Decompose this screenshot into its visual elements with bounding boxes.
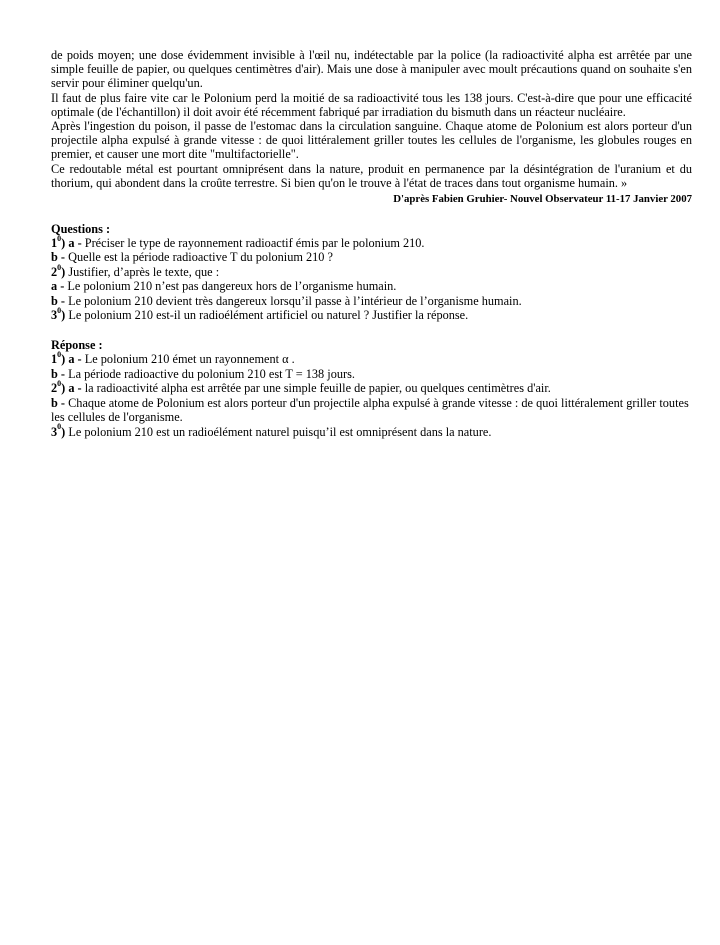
question-2b — [51, 294, 692, 308]
article-excerpt — [51, 48, 692, 206]
answer-1b — [51, 367, 692, 381]
answer-number: 1 — [51, 352, 58, 367]
article-paragraph: Il faut de plus faire vite car le Polonium perd la moitié de sa radioactivité tous les 138 jours. C'est-à-dire que pour une efficacité optimale (de l'échantillon) il doit avoir été récemment fabriqué par irradiation du bismuth dans un réacteur nucléaire. — [51, 90, 692, 119]
answer-text: Le polonium 210 est un radioélément naturel puisqu’il est omniprésent dans la nature. — [65, 424, 492, 439]
question-number-close: ) — [61, 264, 66, 279]
question-label: b - — [51, 250, 66, 265]
article-paragraph: de poids moyen; une dose évidemment invisible à l'œil nu, indétectable par la police (la radioactivité alpha est arrêtée par une simple feuille de papier, ou quelques centimètres d'air). Mais une dose à manipuler avec moult précautions quand on souhaite s'en servir pour éliminer quelqu'un. — [51, 48, 692, 91]
answer-number: 3 — [51, 424, 58, 439]
question-label: a - — [68, 236, 82, 251]
question-label: b - — [51, 293, 66, 308]
question-number-close: ) — [61, 236, 66, 251]
question-number-close: ) — [61, 308, 66, 323]
question-text: Le polonium 210 est-il un radioélément artificiel ou naturel ? Justifier la réponse. — [65, 308, 469, 323]
question-text: Justifier, d’après le texte, que : — [65, 264, 220, 279]
question-3 — [51, 305, 692, 323]
question-label: a - — [51, 279, 65, 294]
answer-number-close: ) — [61, 424, 66, 439]
answer-3 — [51, 422, 692, 439]
question-number: 1 — [51, 236, 58, 251]
answer-text: La période radioactive du polonium 210 est T = 138 jours. — [65, 366, 355, 381]
answer-2b — [51, 396, 692, 425]
question-number: 2 — [51, 264, 58, 279]
document-page — [51, 48, 692, 439]
article-paragraph: Ce redoutable métal est pourtant omniprésent dans la nature, produit en permanence par la désintégration de l'uranium et du thorium, qui abondent dans la croûte terrestre. Si bien qu'on le trouve à l'état de traces dans tout organisme humain. » — [51, 161, 692, 190]
answer-number-sup: 0 — [57, 350, 62, 360]
answer-label: b - — [51, 395, 66, 410]
answer-label: b - — [51, 366, 66, 381]
question-2 — [51, 262, 692, 279]
answer-text: Le polonium 210 émet un rayonnement α . — [81, 352, 295, 367]
question-number-sup: 0 — [57, 262, 62, 272]
answer-number: 2 — [51, 381, 58, 396]
article-paragraph: Après l'ingestion du poison, il passe de l'estomac dans la circulation sanguine. Chaque atome de Polonium est alors porteur d'un projectile alpha expulsé à grande vitesse : de quoi littéralement griller toutes les cellules de l'organisme, les globules rouges en premier, et causer une mort dite "multifactorielle". — [51, 119, 692, 162]
questions-section — [51, 222, 692, 322]
answer-number-sup: 0 — [57, 422, 62, 432]
answer-text: Chaque atome de Polonium est alors porteur d'un projectile alpha expulsé à grande vitesse : de quoi littéralement griller toutes les cellules de l'organisme. — [51, 395, 689, 425]
question-text: Le polonium 210 n’est pas dangereux hors de l’organisme humain. — [64, 279, 397, 294]
answer-text: la radioactivité alpha est arrêtée par une simple feuille de papier, ou quelques centimètres d'air. — [81, 381, 551, 396]
question-2a — [51, 279, 692, 293]
article-source: D'après Fabien Gruhier- Nouvel Observateur 11-17 Janvier 2007 — [393, 193, 692, 206]
answers-section — [51, 338, 692, 438]
answer-2a — [51, 381, 692, 395]
answers-title: Réponse : — [51, 338, 103, 353]
question-1a — [51, 233, 692, 251]
question-number: 3 — [51, 308, 58, 323]
question-number-sup: 0 — [57, 233, 62, 243]
answer-number-close: ) a - — [61, 381, 82, 396]
question-text: Le polonium 210 devient très dangereux lorsqu’il passe à l’intérieur de l’organisme humain. — [65, 293, 522, 308]
questions-title: Questions : — [51, 222, 111, 237]
question-1b — [51, 250, 692, 264]
question-number-sup: 0 — [57, 305, 62, 315]
question-text: Quelle est la période radioactive T du polonium 210 ? — [65, 250, 333, 265]
question-text: Préciser le type de rayonnement radioactif émis par le polonium 210. — [81, 236, 425, 251]
answer-number-sup: 0 — [57, 379, 62, 389]
answer-1a — [51, 352, 692, 366]
answer-number-close: ) a - — [61, 352, 82, 367]
